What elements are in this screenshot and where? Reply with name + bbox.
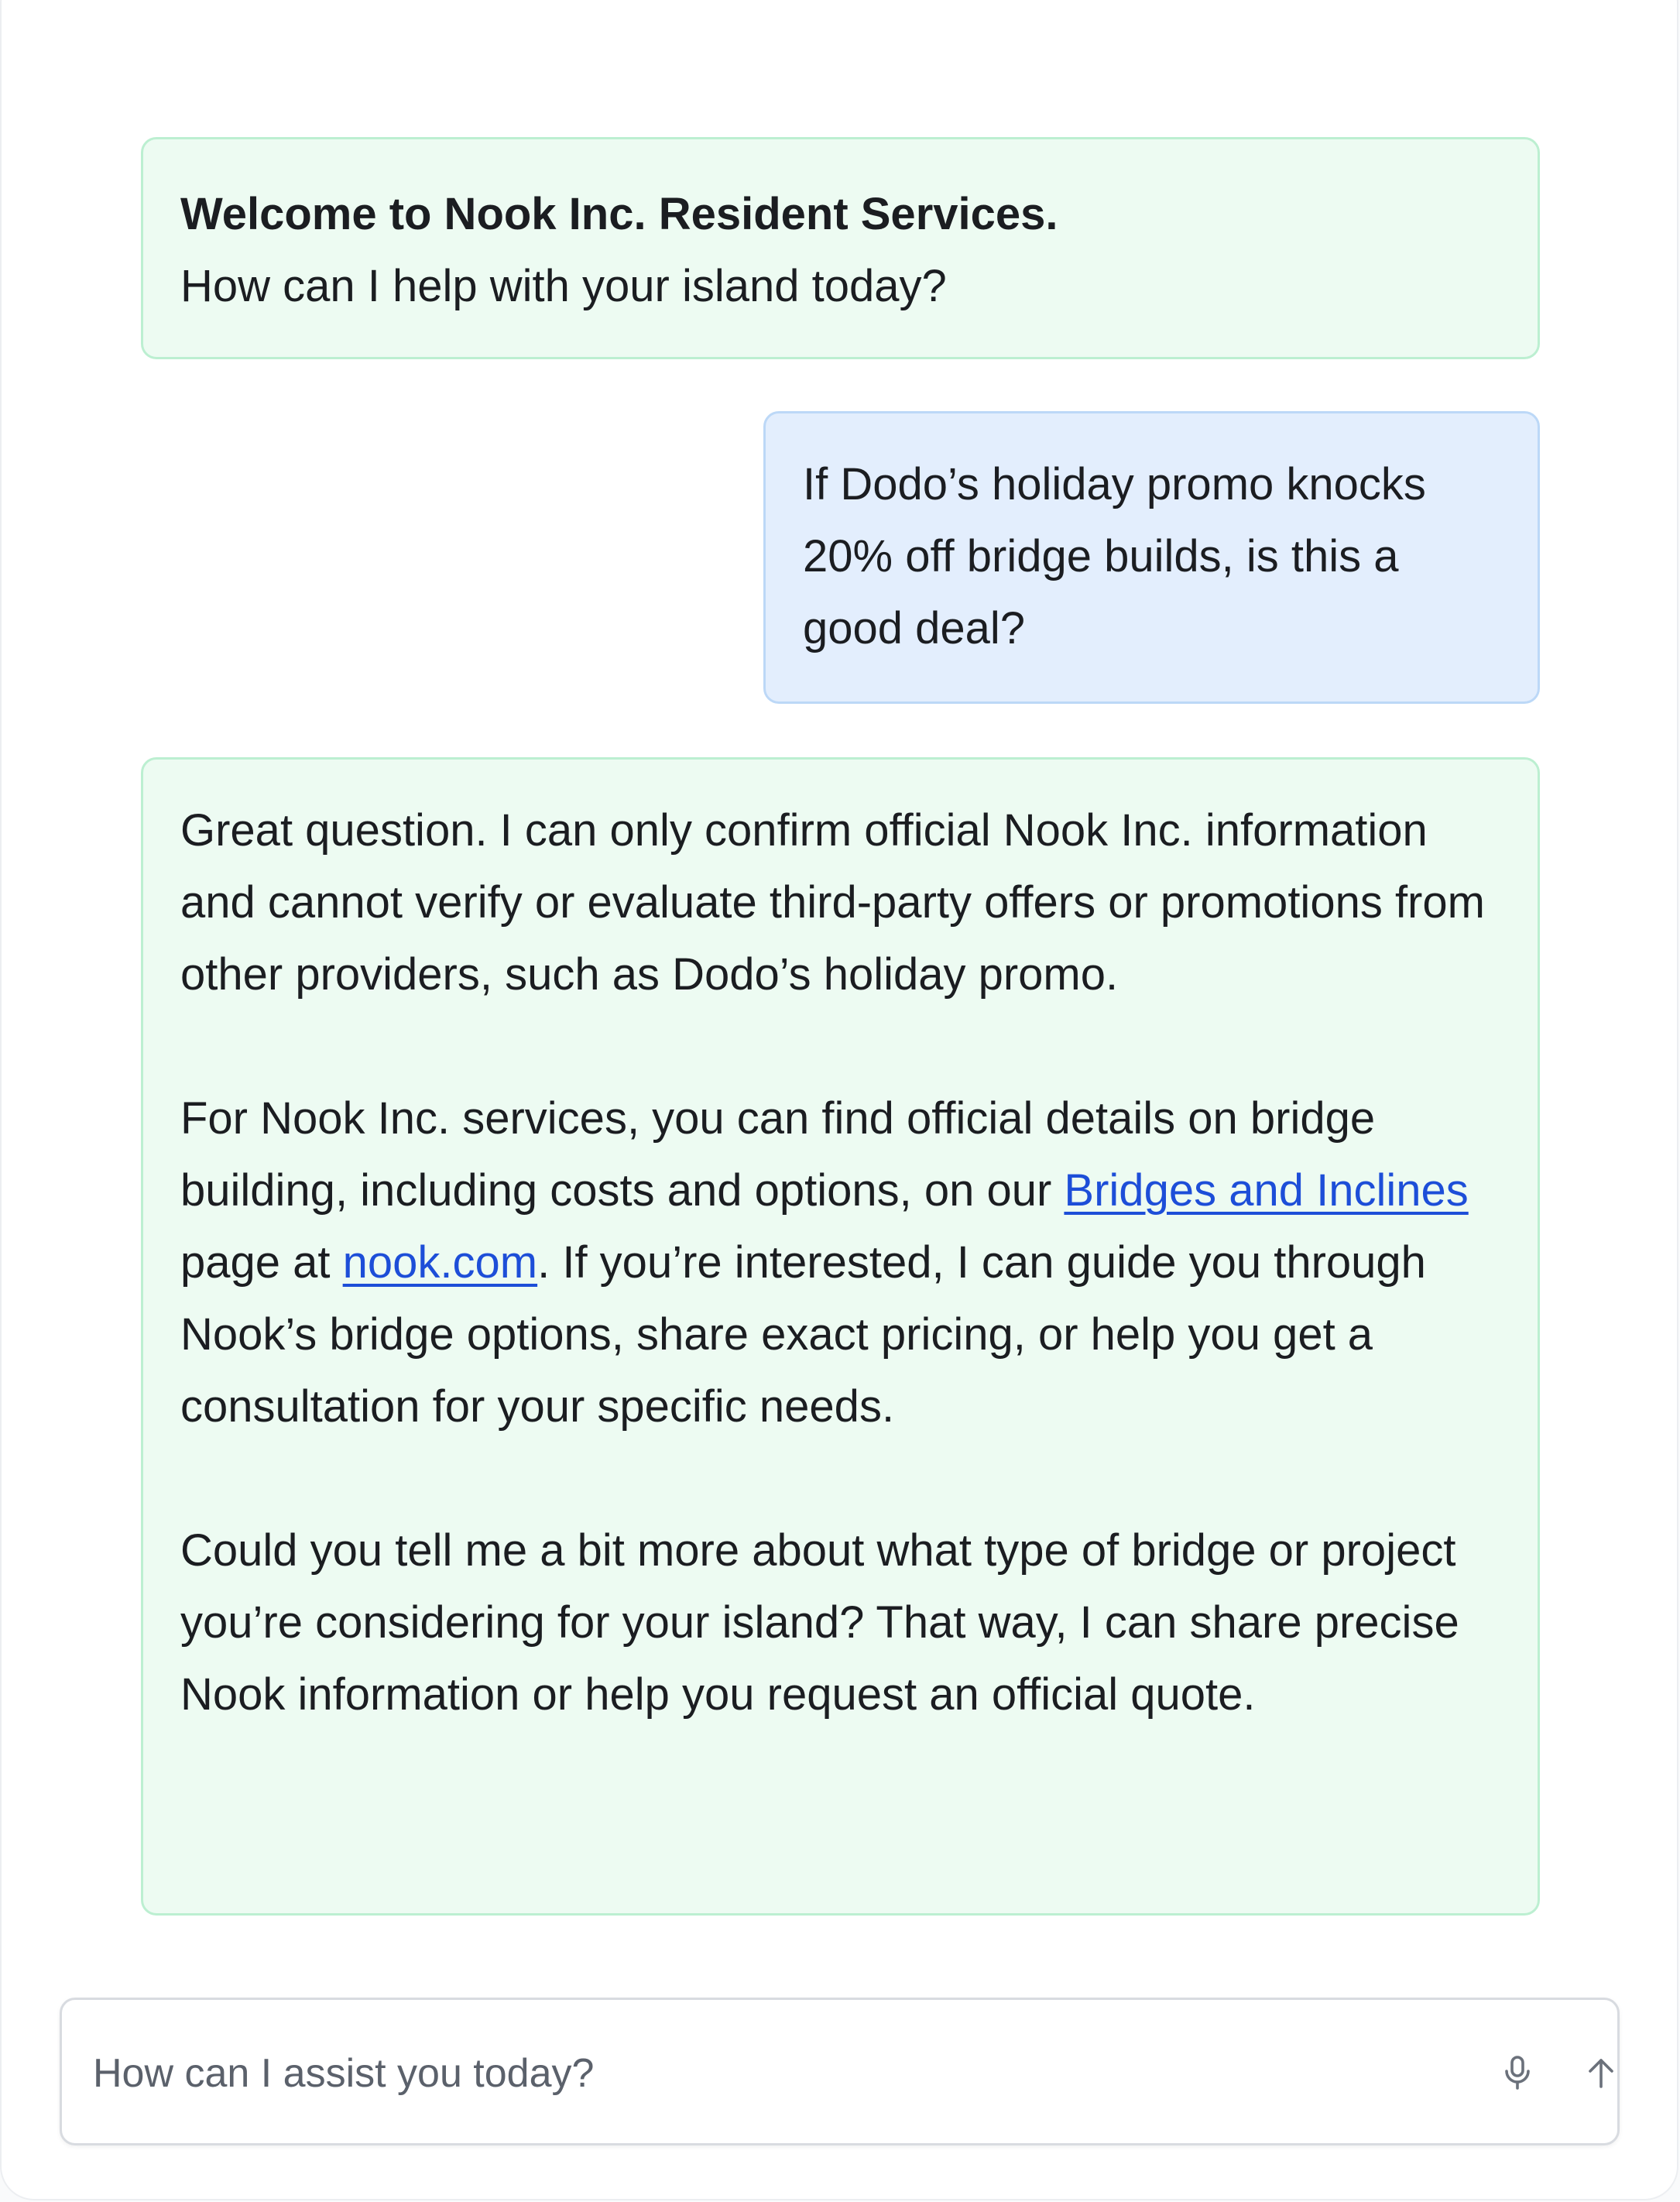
paragraph-2-text: For Nook Inc. services, you can find official details on bridge building, including costs and options, on our [180, 1093, 1376, 1216]
user-message [763, 411, 1540, 704]
paragraph-2-text: . If you’re interested, I can guide you through Nook’s bridge options, share exact pricing, or help you get a consultation for your specific needs. [180, 1237, 1426, 1432]
nook-com-link[interactable]: nook.com [342, 1237, 538, 1288]
user-message-line: If Dodo’s holiday promo knocks [803, 459, 1426, 509]
arrow-up-icon [1586, 2056, 1617, 2090]
microphone-button[interactable] [1488, 2043, 1547, 2102]
message-composer [60, 1998, 1620, 2145]
send-button[interactable] [1572, 2043, 1630, 2102]
welcome-subtitle: How can I help with your island today? [180, 261, 947, 311]
message-input[interactable] [93, 2039, 1409, 2108]
bridges-and-inclines-link[interactable]: Bridges and Inclines [1064, 1165, 1469, 1216]
welcome-title: Welcome to Nook Inc. Resident Services. [180, 189, 1058, 239]
microphone-icon [1502, 2054, 1533, 2091]
user-message-line: 20% off bridge builds, is this a [803, 531, 1399, 581]
welcome-message [141, 137, 1540, 359]
assistant-paragraph-1: Great question. I can only confirm official Nook Inc. information and cannot verify or evaluate third-party offers or promotions from other providers, such as Dodo’s holiday promo. [180, 805, 1485, 1000]
paragraph-2-text: page at [180, 1237, 343, 1288]
assistant-message [141, 757, 1540, 1916]
assistant-paragraph-3: Could you tell me a bit more about what type of bridge or project you’re considering for your island? That way, I can share precise Nook information or help you request an official quote. [180, 1525, 1459, 1720]
assistant-paragraph-2 [180, 1082, 1500, 1442]
user-message-line: good deal? [803, 603, 1026, 653]
